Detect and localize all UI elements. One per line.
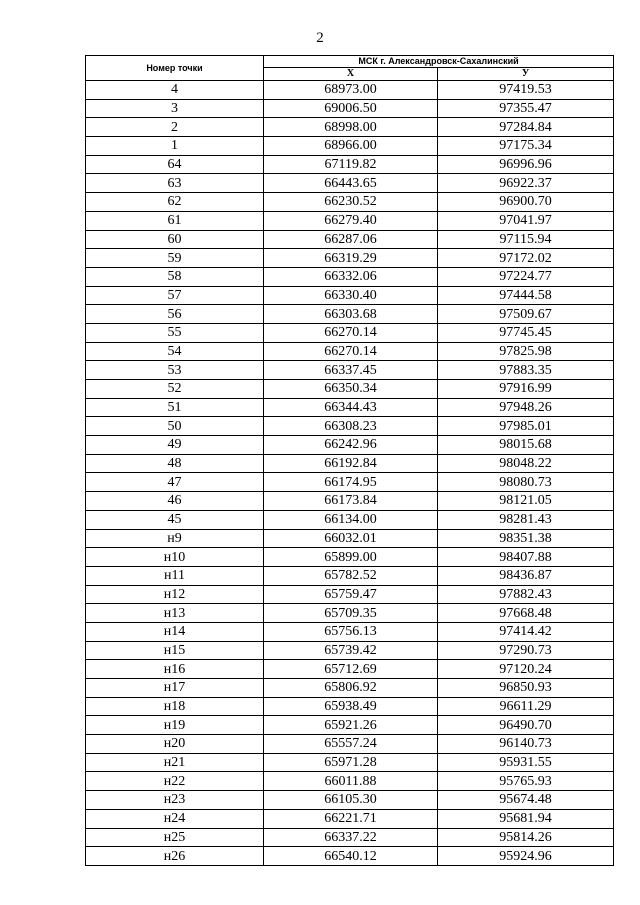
x-coordinate-cell: 66173.84	[264, 492, 438, 511]
y-coordinate-cell: 98281.43	[438, 510, 614, 529]
point-number-cell: 46	[86, 492, 264, 511]
x-coordinate-cell: 66350.34	[264, 380, 438, 399]
y-coordinate-cell: 97355.47	[438, 99, 614, 118]
point-number-cell: н20	[86, 735, 264, 754]
y-coordinate-cell: 97745.45	[438, 323, 614, 342]
table-row	[86, 118, 614, 137]
y-coordinate-cell: 98048.22	[438, 454, 614, 473]
table-row	[86, 809, 614, 828]
point-number-cell: н22	[86, 772, 264, 791]
y-coordinate-cell: 97444.58	[438, 286, 614, 305]
x-coordinate-cell: 68973.00	[264, 81, 438, 100]
y-coordinate-cell: 97668.48	[438, 604, 614, 623]
table-row	[86, 323, 614, 342]
x-coordinate-cell: 65938.49	[264, 697, 438, 716]
point-number-cell: н10	[86, 548, 264, 567]
y-coordinate-cell: 97825.98	[438, 342, 614, 361]
point-number-cell: 4	[86, 81, 264, 100]
y-column-header: У	[438, 68, 614, 81]
point-number-cell: 63	[86, 174, 264, 193]
table-row	[86, 735, 614, 754]
y-coordinate-cell: 97175.34	[438, 137, 614, 156]
y-coordinate-cell: 98080.73	[438, 473, 614, 492]
point-number-cell: н17	[86, 679, 264, 698]
table-row	[86, 697, 614, 716]
table-row	[86, 99, 614, 118]
page-number: 2	[316, 30, 324, 46]
y-coordinate-cell: 97916.99	[438, 380, 614, 399]
y-coordinate-cell: 96922.37	[438, 174, 614, 193]
y-coordinate-cell: 97172.02	[438, 249, 614, 268]
table-row	[86, 566, 614, 585]
y-coordinate-cell: 97419.53	[438, 81, 614, 100]
point-number-cell: 54	[86, 342, 264, 361]
point-number-cell: н13	[86, 604, 264, 623]
coordinate-system-header: МСК г. Александровск-Сахалинский	[264, 56, 614, 68]
point-number-cell: 49	[86, 436, 264, 455]
table-row	[86, 716, 614, 735]
table-row	[86, 454, 614, 473]
y-coordinate-cell: 98407.88	[438, 548, 614, 567]
point-number-cell: 45	[86, 510, 264, 529]
y-coordinate-cell: 96900.70	[438, 193, 614, 212]
point-number-cell: н12	[86, 585, 264, 604]
y-coordinate-cell: 96140.73	[438, 735, 614, 754]
y-coordinate-cell: 97985.01	[438, 417, 614, 436]
y-coordinate-cell: 96611.29	[438, 697, 614, 716]
x-coordinate-cell: 65782.52	[264, 566, 438, 585]
x-coordinate-cell: 66279.40	[264, 211, 438, 230]
x-coordinate-cell: 66303.68	[264, 305, 438, 324]
x-coordinate-cell: 65899.00	[264, 548, 438, 567]
point-number-cell: 59	[86, 249, 264, 268]
table-row	[86, 193, 614, 212]
table-row	[86, 548, 614, 567]
table-row	[86, 230, 614, 249]
x-coordinate-cell: 66337.45	[264, 361, 438, 380]
x-coordinate-cell: 65557.24	[264, 735, 438, 754]
point-number-header: Номер точки	[86, 56, 264, 81]
x-coordinate-cell: 66308.23	[264, 417, 438, 436]
x-coordinate-cell: 65921.26	[264, 716, 438, 735]
point-number-cell: н16	[86, 660, 264, 679]
y-coordinate-cell: 95924.96	[438, 847, 614, 866]
point-number-cell: 2	[86, 118, 264, 137]
table-row	[86, 473, 614, 492]
y-coordinate-cell: 98351.38	[438, 529, 614, 548]
point-number-cell: 58	[86, 267, 264, 286]
y-coordinate-cell: 97224.77	[438, 267, 614, 286]
point-number-cell: н14	[86, 622, 264, 641]
x-coordinate-cell: 65709.35	[264, 604, 438, 623]
point-number-cell: 52	[86, 380, 264, 399]
point-number-cell: н15	[86, 641, 264, 660]
table-row	[86, 249, 614, 268]
x-coordinate-cell: 66105.30	[264, 791, 438, 810]
x-coordinate-cell: 66032.01	[264, 529, 438, 548]
table-row	[86, 529, 614, 548]
table-row	[86, 791, 614, 810]
point-number-cell: 53	[86, 361, 264, 380]
x-coordinate-cell: 66443.65	[264, 174, 438, 193]
y-coordinate-cell: 97509.67	[438, 305, 614, 324]
point-number-cell: н11	[86, 566, 264, 585]
y-coordinate-cell: 95931.55	[438, 753, 614, 772]
y-coordinate-cell: 96996.96	[438, 155, 614, 174]
table-row	[86, 155, 614, 174]
x-coordinate-cell: 66242.96	[264, 436, 438, 455]
table-row	[86, 585, 614, 604]
point-number-cell: н21	[86, 753, 264, 772]
point-number-cell: н9	[86, 529, 264, 548]
x-coordinate-cell: 66230.52	[264, 193, 438, 212]
x-coordinate-cell: 66540.12	[264, 847, 438, 866]
point-number-cell: 55	[86, 323, 264, 342]
point-number-cell: 62	[86, 193, 264, 212]
table-row	[86, 211, 614, 230]
table-row	[86, 417, 614, 436]
point-number-cell: 64	[86, 155, 264, 174]
y-coordinate-cell: 95765.93	[438, 772, 614, 791]
point-number-cell: 1	[86, 137, 264, 156]
point-number-cell: 48	[86, 454, 264, 473]
y-coordinate-cell: 95681.94	[438, 809, 614, 828]
table-row	[86, 772, 614, 791]
y-coordinate-cell: 95674.48	[438, 791, 614, 810]
table-row	[86, 305, 614, 324]
table-row	[86, 679, 614, 698]
table-row	[86, 286, 614, 305]
table-row	[86, 828, 614, 847]
table-row	[86, 81, 614, 100]
x-coordinate-cell: 66332.06	[264, 267, 438, 286]
y-coordinate-cell: 97883.35	[438, 361, 614, 380]
table-row	[86, 753, 614, 772]
x-coordinate-cell: 68998.00	[264, 118, 438, 137]
x-coordinate-cell: 66287.06	[264, 230, 438, 249]
x-coordinate-cell: 65971.28	[264, 753, 438, 772]
table-row	[86, 847, 614, 866]
x-coordinate-cell: 66134.00	[264, 510, 438, 529]
table-row	[86, 436, 614, 455]
point-number-cell: н23	[86, 791, 264, 810]
y-coordinate-cell: 96490.70	[438, 716, 614, 735]
point-number-cell: н24	[86, 809, 264, 828]
y-coordinate-cell: 95814.26	[438, 828, 614, 847]
point-number-cell: н19	[86, 716, 264, 735]
table-row	[86, 342, 614, 361]
point-number-cell: н25	[86, 828, 264, 847]
x-coordinate-cell: 68966.00	[264, 137, 438, 156]
table-row	[86, 137, 614, 156]
table-row	[86, 380, 614, 399]
x-column-header: Х	[264, 68, 438, 81]
x-coordinate-cell: 66319.29	[264, 249, 438, 268]
table-row	[86, 174, 614, 193]
x-coordinate-cell: 66344.43	[264, 398, 438, 417]
point-number-cell: 3	[86, 99, 264, 118]
x-coordinate-cell: 67119.82	[264, 155, 438, 174]
point-number-cell: 60	[86, 230, 264, 249]
y-coordinate-cell: 97290.73	[438, 641, 614, 660]
x-coordinate-cell: 66270.14	[264, 323, 438, 342]
table-row	[86, 622, 614, 641]
table-row	[86, 604, 614, 623]
point-number-cell: 50	[86, 417, 264, 436]
y-coordinate-cell: 97284.84	[438, 118, 614, 137]
point-number-cell: 51	[86, 398, 264, 417]
x-coordinate-cell: 66330.40	[264, 286, 438, 305]
x-coordinate-cell: 65756.13	[264, 622, 438, 641]
y-coordinate-cell: 97120.24	[438, 660, 614, 679]
table-row	[86, 641, 614, 660]
table-row	[86, 510, 614, 529]
table-row	[86, 398, 614, 417]
coordinates-table-body	[86, 81, 614, 866]
point-number-cell: 61	[86, 211, 264, 230]
table-row	[86, 492, 614, 511]
point-number-cell: 56	[86, 305, 264, 324]
y-coordinate-cell: 97948.26	[438, 398, 614, 417]
point-number-cell: н26	[86, 847, 264, 866]
x-coordinate-cell: 69006.50	[264, 99, 438, 118]
x-coordinate-cell: 66174.95	[264, 473, 438, 492]
y-coordinate-cell: 98121.05	[438, 492, 614, 511]
table-row	[86, 361, 614, 380]
x-coordinate-cell: 66270.14	[264, 342, 438, 361]
y-coordinate-cell: 98436.87	[438, 566, 614, 585]
point-number-cell: 57	[86, 286, 264, 305]
y-coordinate-cell: 98015.68	[438, 436, 614, 455]
y-coordinate-cell: 97041.97	[438, 211, 614, 230]
table-row	[86, 267, 614, 286]
x-coordinate-cell: 65739.42	[264, 641, 438, 660]
table-row	[86, 660, 614, 679]
x-coordinate-cell: 66221.71	[264, 809, 438, 828]
coordinates-table	[85, 55, 614, 866]
y-coordinate-cell: 97882.43	[438, 585, 614, 604]
x-coordinate-cell: 66011.88	[264, 772, 438, 791]
point-number-cell: 47	[86, 473, 264, 492]
y-coordinate-cell: 96850.93	[438, 679, 614, 698]
x-coordinate-cell: 65806.92	[264, 679, 438, 698]
coordinates-table-header	[86, 56, 614, 81]
point-number-cell: н18	[86, 697, 264, 716]
x-coordinate-cell: 66192.84	[264, 454, 438, 473]
x-coordinate-cell: 65712.69	[264, 660, 438, 679]
y-coordinate-cell: 97414.42	[438, 622, 614, 641]
x-coordinate-cell: 66337.22	[264, 828, 438, 847]
y-coordinate-cell: 97115.94	[438, 230, 614, 249]
x-coordinate-cell: 65759.47	[264, 585, 438, 604]
